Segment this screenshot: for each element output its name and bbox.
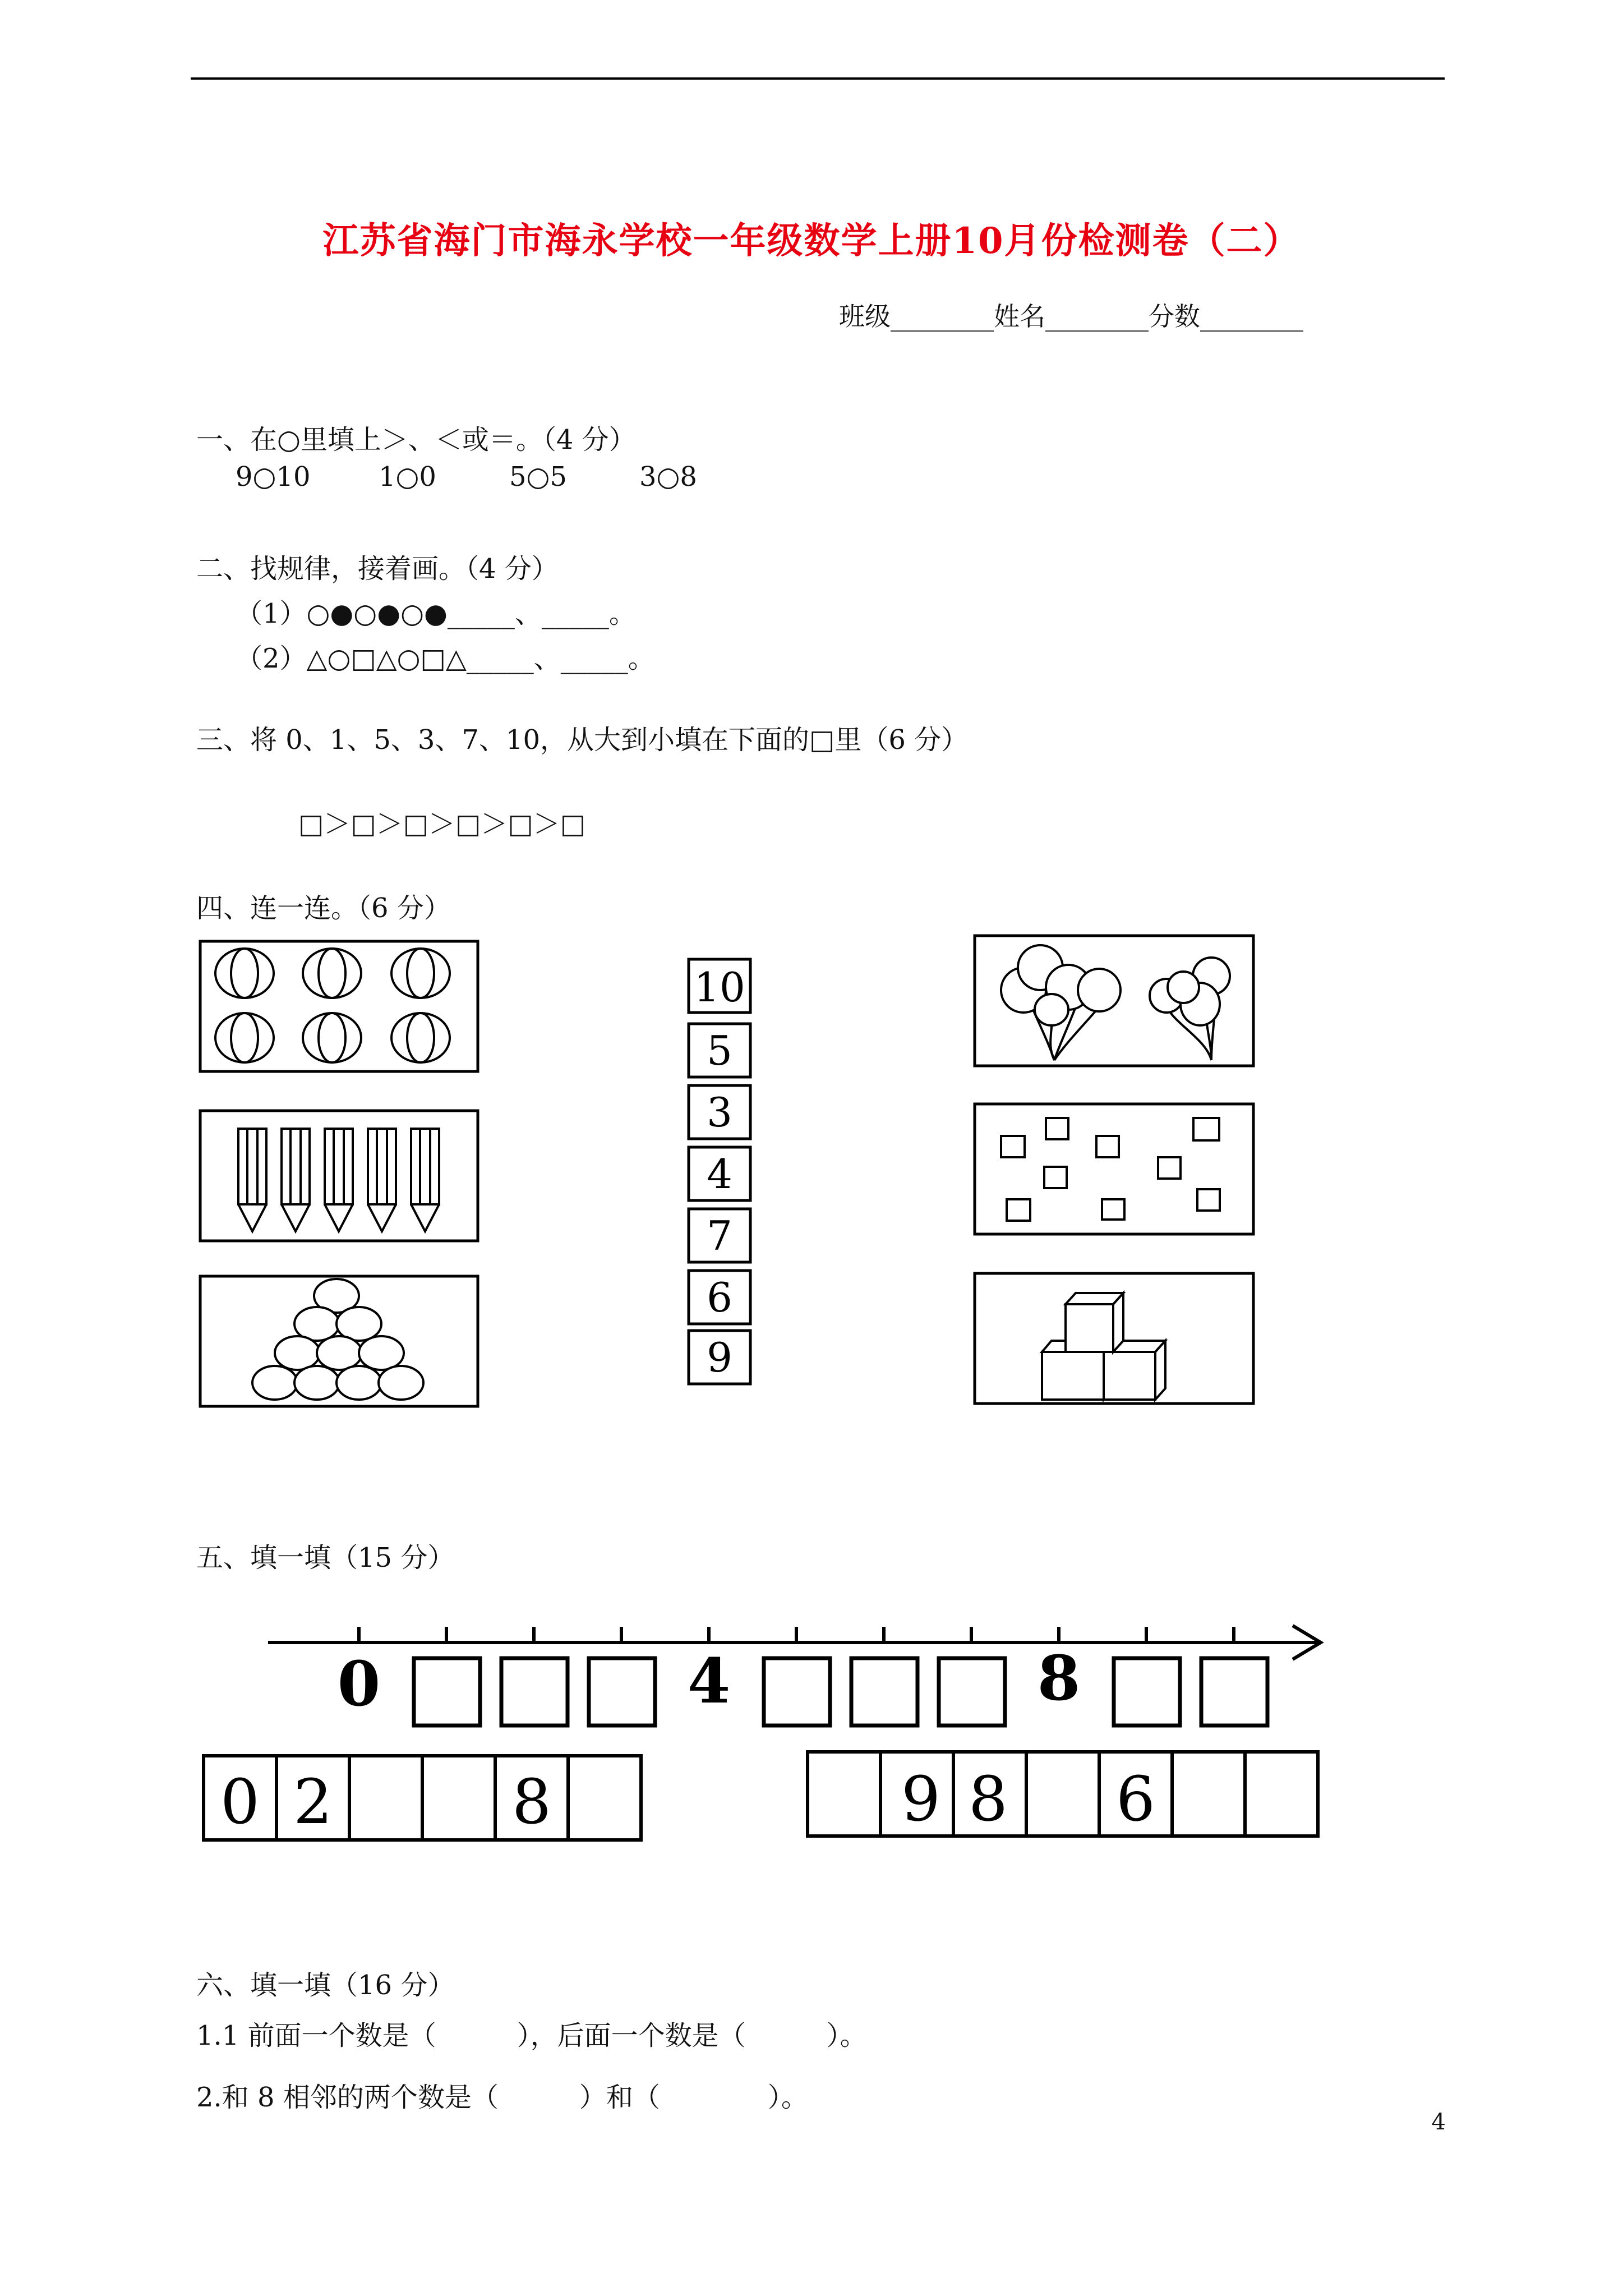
student-info-fields: 班级________姓名________分数________ [839, 301, 1303, 332]
sequence-cell: 9 [901, 1763, 940, 1835]
q2-line-1: （1）○●○●○●_____、_____。 [236, 598, 636, 629]
page-number: 4 [1431, 2109, 1446, 2135]
q5-title: 五、填一填（15 分） [196, 1542, 455, 1573]
number-card[interactable]: 7 [707, 1212, 732, 1259]
number-card[interactable]: 6 [707, 1274, 732, 1321]
q1-item: 9○10 [236, 461, 311, 493]
number-card[interactable]: 5 [707, 1027, 732, 1074]
numberline-label: 4 [687, 1645, 731, 1717]
q3-title: 三、将 0、1、5、3、7、10，从大到小填在下面的□里（6 分） [196, 724, 969, 756]
sequence-row-2 [808, 1752, 1318, 1836]
number-card[interactable]: 4 [707, 1151, 732, 1198]
q2-title: 二、找规律，接着画。（4 分） [196, 553, 559, 585]
numberline-label: 0 [337, 1648, 381, 1720]
q1-item: 1○0 [379, 461, 436, 493]
number-card[interactable]: 10 [694, 964, 745, 1011]
q4-title: 四、连一连。（6 分） [196, 892, 451, 924]
sequence-cell: 6 [1116, 1763, 1155, 1835]
number-card[interactable]: 9 [707, 1334, 732, 1381]
q2-line-2: （2）△○□△○□△_____、_____。 [236, 643, 655, 674]
q6-line-2: 2.和 8 相邻的两个数是（ ）和（ ）。 [196, 2082, 808, 2113]
page-title: 江苏省海门市海永学校一年级数学上册10月份检测卷（二） [322, 220, 1301, 262]
q3-answer-boxes: □＞□＞□＞□＞□＞□ [298, 808, 586, 840]
numberline-label: 8 [1037, 1642, 1081, 1714]
sequence-cell: 8 [969, 1763, 1008, 1835]
sequence-cell: 8 [512, 1766, 551, 1838]
sequence-cell: 0 [220, 1766, 260, 1838]
q1-item: 3○8 [639, 461, 697, 493]
number-card[interactable]: 3 [707, 1089, 732, 1136]
sequence-row-1 [204, 1756, 641, 1840]
sequence-cell: 2 [293, 1766, 333, 1838]
q1-title: 一、在○里填上＞、＜或＝。（4 分） [196, 424, 636, 455]
q6-title: 六、填一填（16 分） [196, 1970, 455, 2001]
q6-line-1: 1.1 前面一个数是（ ），后面一个数是（ ）。 [196, 2020, 867, 2051]
q1-item: 5○5 [509, 461, 567, 493]
